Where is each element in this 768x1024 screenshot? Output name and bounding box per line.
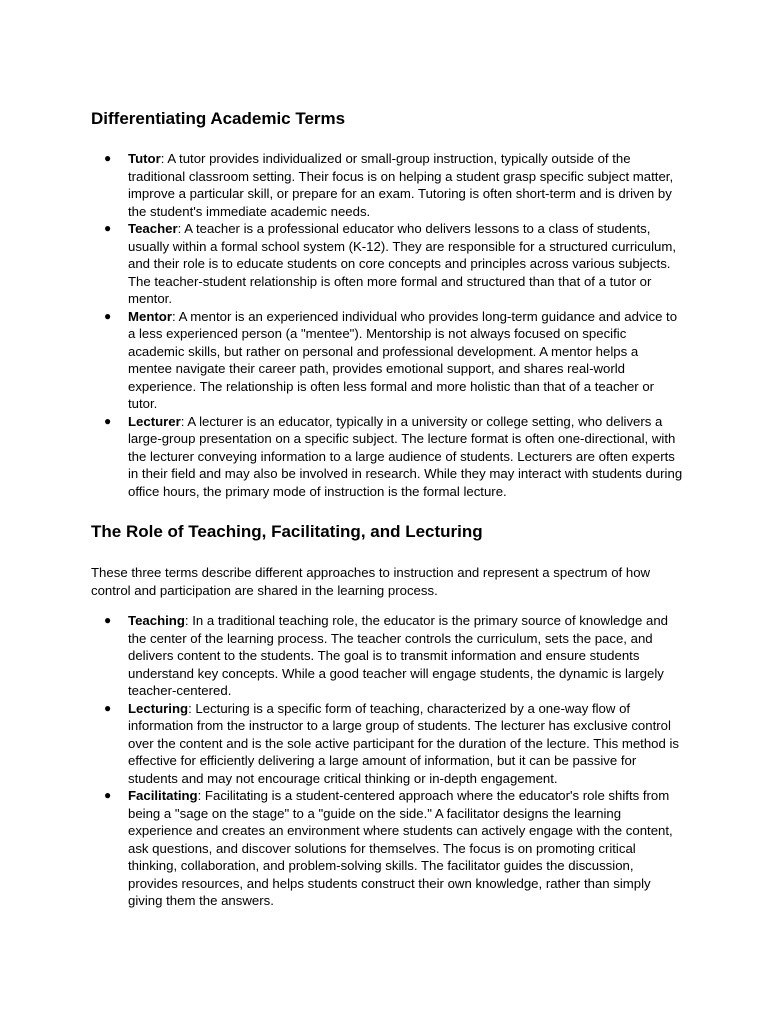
term-description: : A mentor is an experienced individual who provides long-term guidance and advice to a less experienced person (a "mentee"). Mentorship is not always focused on specific academic skills, but rather on personal and professional development. A mentor helps a mentee navigate their career path, provides emotional support, and shares real-world experience. The relationship is often less formal and more holistic than that of a teacher or tutor. xyxy=(128,308,678,411)
list-item-lecturer xyxy=(91,413,683,501)
bullet-icon: ● xyxy=(104,151,112,165)
list-item-tutor xyxy=(91,150,683,220)
bullet-icon: ● xyxy=(104,788,112,803)
section-2-heading: The Role of Teaching, Facilitating, and Lecturing xyxy=(91,522,483,541)
term-description: : A teacher is a professional educator who delivers lessons to a class of students, usually within a formal school system (K-12). They are responsible for a structured curriculum, and their role is to educate students on core concepts and principles across various subjects. The teacher-student relationship is often more formal and structured than that of a tutor or mentor. xyxy=(128,221,676,306)
term-label: Teacher xyxy=(128,221,178,236)
term-description: : A tutor provides individualized or small-group instruction, typically outside of the traditional classroom setting. Their focus is on helping a student grasp specific subject matter, improve a particular skill, or prepare for an exam. Tutoring is often short-term and is driven by the student's immediate academic needs. xyxy=(128,151,674,219)
section-2-intro: These three terms describe different approaches to instruction and represent a spectrum of how control and participation are shared in the learning process. xyxy=(91,565,651,598)
section-1-heading: Differentiating Academic Terms xyxy=(91,109,346,128)
list-item-facilitating xyxy=(91,787,683,910)
list-item-lecturing xyxy=(91,700,683,788)
instruction-approaches-list xyxy=(91,612,683,910)
document-body xyxy=(91,106,683,910)
term-description: : Lecturing is a specific form of teaching, characterized by a one-way flow of information from the instructor to a large group of students. The lecturer has exclusive control over the content and is the sole active participant for the duration of the lecture. This method is effective for efficiently delivering a large amount of information, but it can be passive for students and may not encourage critical thinking or in-depth engagement. xyxy=(128,700,680,786)
bullet-icon: ● xyxy=(104,613,112,628)
term-label: Facilitating xyxy=(128,788,198,804)
term-description: : In a traditional teaching role, the educator is the primary source of knowledge and the center of the learning process. The teacher controls the curriculum, sets the pace, and delivers content to the students. The goal is to transmit information and ensure students understand key concepts. While a good teacher will engage students, the dynamic is largely teacher-centered. xyxy=(128,613,669,699)
academic-terms-list xyxy=(91,150,683,500)
bullet-icon: ● xyxy=(104,221,112,235)
list-item-mentor xyxy=(91,308,683,413)
term-label: Lecturing xyxy=(128,700,189,716)
list-item-teacher xyxy=(91,220,683,308)
term-description: : A lecturer is an educator, typically in a university or college setting, who delivers a large-group presentation on a specific subject. The lecture format is often one-directional, with the lecturer conveying information to a large audience of students. Lecturers are often experts in their field and may also be involved in research. While they may interact with students during office hours, the primary mode of instruction is the formal lecture. xyxy=(128,413,683,499)
term-label: Lecturer xyxy=(128,413,181,429)
bullet-icon: ● xyxy=(104,308,112,323)
term-label: Tutor xyxy=(128,151,161,166)
term-label: Teaching xyxy=(128,613,185,629)
bullet-icon: ● xyxy=(104,700,112,715)
term-label: Mentor xyxy=(128,308,172,324)
bullet-icon: ● xyxy=(104,413,112,428)
list-item-teaching xyxy=(91,612,683,700)
term-description: : Facilitating is a student-centered approach where the educator's role shifts from being a "sage on the stage" to a "guide on the side." A facilitator designs the learning experience and creates an environment where students can actively engage with the content, ask questions, and discover solutions for themselves. The focus is on promoting critical thinking, collaboration, and problem-solving skills. The facilitator guides the discussion, provides resources, and helps students construct their own knowledge, rather than simply giving them the answers. xyxy=(128,788,673,909)
